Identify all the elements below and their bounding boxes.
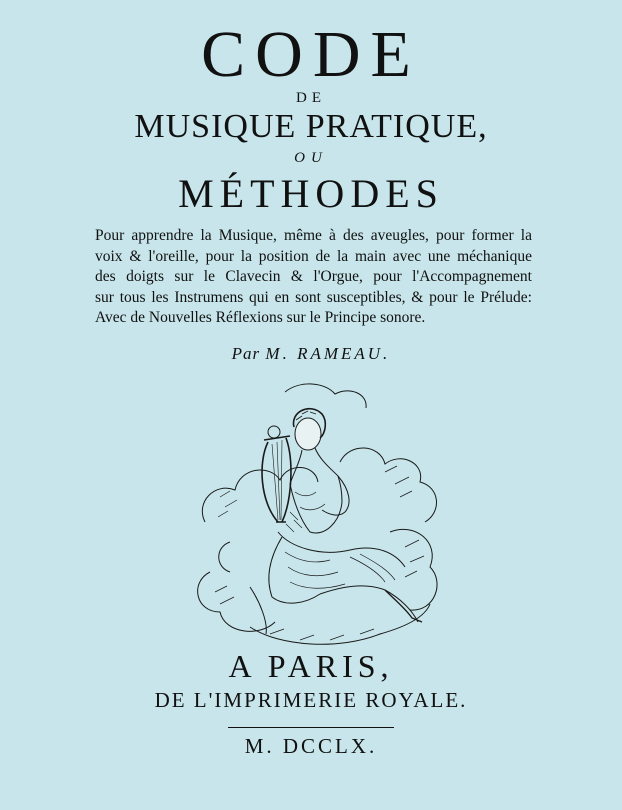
imprint-date: M. DCCLX. <box>244 734 378 758</box>
title-code: CODE <box>201 18 421 91</box>
title-ou: OU <box>294 150 328 166</box>
description-line: des doigts sur le Clavecin & l'Orgue, pour l'Accompagnement <box>95 268 532 285</box>
title-musique-pratique: MUSIQUE PRATIQUE, <box>134 108 488 145</box>
muse-vignette-engraving <box>190 372 450 652</box>
description <box>95 226 532 329</box>
imprint-city: A PARIS, <box>228 648 394 684</box>
author-line <box>0 344 622 364</box>
divider-rule <box>228 727 394 728</box>
description-line: Avec de Nouvelles Réflexions sur le Principe sonore. <box>95 309 426 326</box>
title-de: DE <box>296 90 326 106</box>
author-prefix: Par <box>231 344 261 363</box>
description-line: Pour apprendre la Musique, même à des aveugles, pour former la <box>95 227 532 244</box>
author-name: M. RAMEAU. <box>265 344 391 363</box>
imprint-printer: DE L'IMPRIMERIE ROYALE. <box>154 688 468 712</box>
title-methodes: MÉTHODES <box>178 171 444 216</box>
description-line: voix & l'oreille, pour la position de la main avec une méchanique <box>95 247 532 265</box>
description-line: sur tous les Instrumens qui en sont susceptibles, & pour le Prélude: <box>95 288 532 306</box>
